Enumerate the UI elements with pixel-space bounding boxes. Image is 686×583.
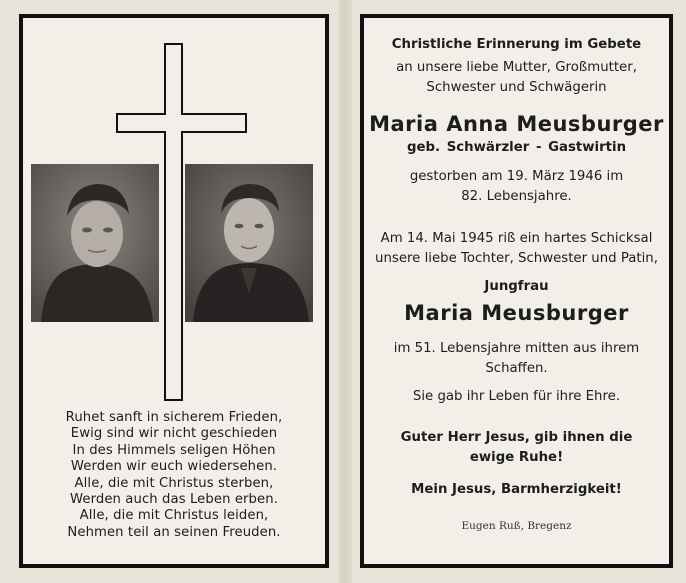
intro-line: Schwester und Schwägerin [426,80,607,95]
memorial-heading: Christliche Erinnerung im Gebete [391,37,642,52]
poem-line: Ruhet sanft in sicherem Frieden, [65,410,283,425]
portrait-photo-daughter [185,164,313,322]
death-line: im 51. Lebensjahre mitten aus ihrem [393,341,640,356]
prayer-line: Guter Herr Jesus, gib ihnen die [400,430,633,445]
right-card-panel [360,14,673,568]
death-line: gestorben am 19. März 1946 im [409,169,624,184]
prayer-text [364,428,669,468]
portrait-photo-mother [31,164,159,322]
death-info-mother [364,167,669,207]
fate-text [364,229,669,269]
poem [23,410,325,541]
death-line: 82. Lebensjahre. [461,189,572,204]
intro-line: an unsere liebe Mutter, Großmutter, [396,60,637,75]
fate-line: unsere liebe Tochter, Schwester und Patin, [375,251,658,266]
left-card-panel [19,14,329,568]
title-jungfrau: Jungfrau [484,279,549,294]
poem-line: In des Himmels seligen Höhen [72,442,276,458]
card-fold [338,0,352,583]
poem-line: Ewig sind wir nicht geschieden [70,426,278,442]
deceased-name-mother: Maria Anna Meusburger [369,112,664,136]
poem-line: Nehmen teil an seinen Freuden. [67,524,281,540]
poem-line: Werden auch das Leben erben. [70,492,278,508]
fate-line: Am 14. Mai 1945 riß ein hartes Schicksal [380,231,653,246]
prayer-line: ewige Ruhe! [469,450,564,465]
poem-line: Alle, die mit Christus sterben, [74,475,274,491]
mercy-text: Mein Jesus, Barmherzigkeit! [411,482,622,497]
poem-line: Werden wir euch wiedersehen. [70,459,278,475]
death-info-daughter [364,339,669,379]
maiden-name-occupation: geb. Schwärzler - Gastwirtin [406,140,627,155]
intro-text [364,58,669,98]
printer-imprint: Eugen Ruß, Bregenz [461,520,572,532]
deceased-name-daughter: Maria Meusburger [404,301,629,325]
death-line: Schaffen. [485,361,548,376]
poem-line: Alle, die mit Christus leiden, [79,508,269,524]
honor-text: Sie gab ihr Leben für ihre Ehre. [412,389,621,404]
